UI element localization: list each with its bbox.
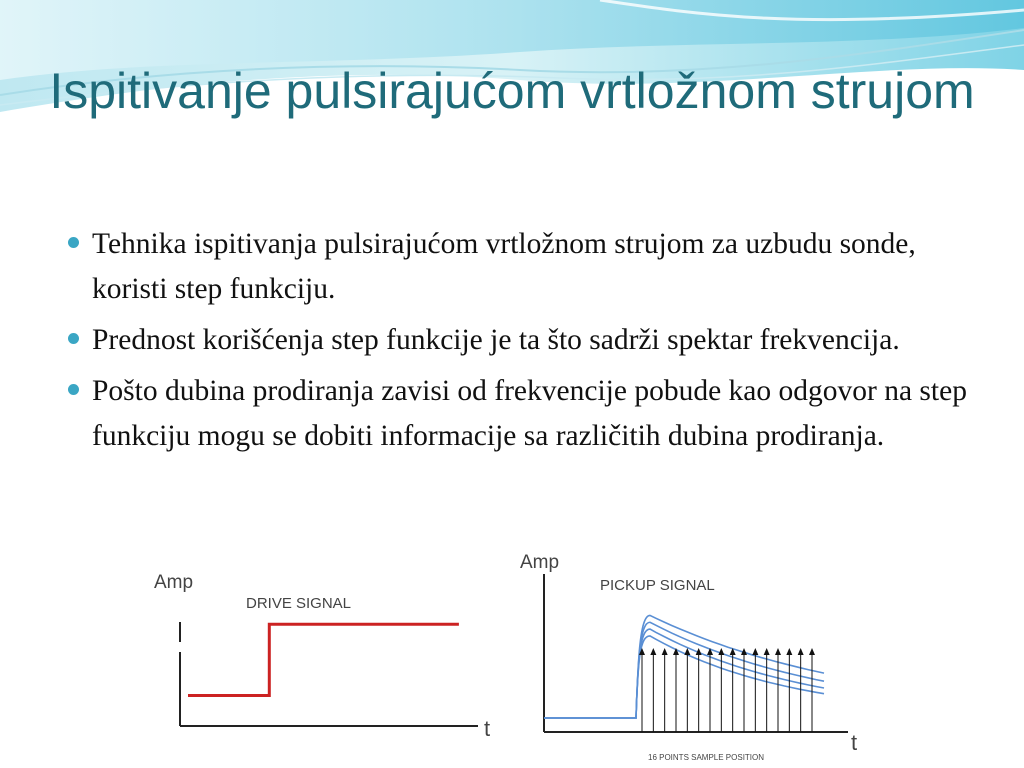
sample-arrow (775, 648, 781, 732)
sample-arrow (752, 648, 758, 732)
sample-arrow (707, 648, 713, 732)
signal-charts (148, 544, 880, 768)
bullet-item (62, 369, 972, 459)
drive-title: DRIVE SIGNAL (246, 595, 352, 612)
signal-figure (148, 544, 880, 768)
bullet-item (62, 222, 972, 312)
sample-arrow (650, 648, 656, 732)
bullet-item (62, 318, 972, 363)
drive-signal-chart (154, 572, 490, 741)
pickup-curve-1 (544, 636, 824, 718)
bullet-dot-icon (68, 237, 79, 248)
drive-ylabel: Amp (154, 572, 194, 593)
pickup-signal-chart (520, 552, 857, 762)
sample-arrow (662, 648, 668, 732)
slide-title: Ispitivanje pulsirajućom vrtložnom strujom (49, 63, 975, 119)
sample-arrow (673, 648, 679, 732)
pickup-curve-2 (544, 629, 824, 718)
pickup-sample-arrows (639, 648, 815, 732)
sample-arrow (809, 648, 815, 732)
pickup-curves (544, 615, 824, 718)
sample-arrow (764, 648, 770, 732)
bullet-dot-icon (68, 333, 79, 344)
pickup-xlabel: t (851, 730, 858, 755)
bullet-text: Tehnika ispitivanja pulsirajućom vrtložnom strujom za uzbudu sonde, koristi step funkciju. (92, 228, 916, 305)
bullet-text: Prednost korišćenja step funkcije je ta što sadrži spektar frekvencija. (92, 324, 900, 356)
bullet-list (62, 222, 972, 465)
pickup-curve-4 (544, 615, 824, 718)
bullet-text: Pošto dubina prodiranja zavisi od frekvencije pobude kao odgovor na step funkciju mogu se dobiti informacije sa različitih dubina prodiranja. (92, 375, 967, 452)
pickup-title: PICKUP SIGNAL (600, 577, 715, 594)
bullet-dot-icon (68, 384, 79, 395)
drive-xlabel: t (484, 716, 491, 741)
sample-arrow (684, 648, 690, 732)
sample-arrow (730, 648, 736, 732)
pickup-ylabel: Amp (520, 552, 560, 573)
pickup-annotation: 16 POINTS SAMPLE POSITION (648, 753, 765, 762)
pickup-curve-3 (544, 622, 824, 718)
sample-arrow (786, 648, 792, 732)
drive-signal-line (188, 624, 459, 695)
